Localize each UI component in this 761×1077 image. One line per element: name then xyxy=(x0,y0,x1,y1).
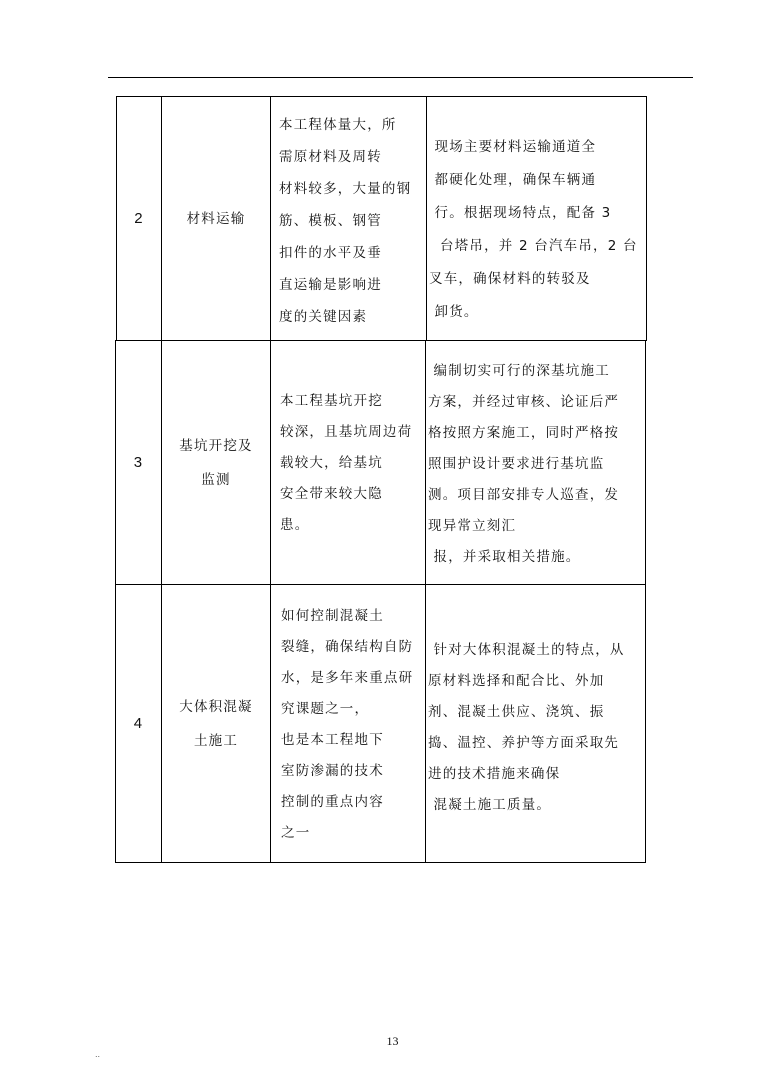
cell-text-line: 台塔吊，并 2 台汽车吊，2 台 xyxy=(429,238,638,254)
table-row xyxy=(116,96,647,341)
cell-text-line: 混凝土施工质量。 xyxy=(428,797,552,813)
cell-text-line: 较深，且基坑周边荷 xyxy=(280,424,413,440)
cell-text-line: 都硬化处理，确保车辆通 xyxy=(429,172,597,188)
difficulty-cell xyxy=(270,97,426,340)
cell-text-line: 水，是多年来重点研 xyxy=(281,670,414,686)
cell-text-line: 扣件的水平及垂 xyxy=(279,245,382,261)
cell-text-line: 叉车，确保材料的转驳及 xyxy=(429,271,591,287)
item-cell xyxy=(161,97,270,340)
cell-text-line: 直运输是影响进 xyxy=(279,277,382,293)
difficulty-cell xyxy=(270,341,425,584)
cell-text-line: 控制的重点内容 xyxy=(281,794,384,810)
measures-cell xyxy=(425,341,645,584)
row-number xyxy=(116,341,161,584)
item-cell xyxy=(161,341,270,584)
cell-text-line: 现场主要材料运输通道全 xyxy=(429,139,597,155)
cell-text-line: 基坑开挖及 xyxy=(179,437,253,454)
cell-text-line: 载较大，给基坑 xyxy=(280,455,383,471)
cell-text-line: 现异常立刻汇 xyxy=(428,518,517,534)
cell-text-line: 本工程体量大，所 xyxy=(279,117,397,133)
measures-cell xyxy=(426,97,646,340)
cell-text-line: 针对大体积混凝土的特点，从 xyxy=(428,642,625,658)
cell-text-line: 裂缝，确保结构自防 xyxy=(281,639,414,655)
cell-text-line: 编制切实可行的深基坑施工 xyxy=(428,363,610,379)
table-row xyxy=(115,584,646,863)
row-number-text: 3 xyxy=(133,454,144,471)
difficulty-cell xyxy=(270,585,425,862)
row-number-text: 2 xyxy=(134,210,144,227)
cell-text-line: 照围护设计要求进行基坑监 xyxy=(428,456,605,472)
cell-text-line: 剂、混凝土供应、浇筑、振 xyxy=(428,704,605,720)
cell-text-line: 度的关键因素 xyxy=(279,309,368,325)
cell-text-line: 大体积混凝 xyxy=(179,698,253,715)
cell-text-line: 也是本工程地下 xyxy=(281,732,384,748)
cell-text-line: 本工程基坑开挖 xyxy=(280,393,383,409)
page-number: 13 xyxy=(386,1034,399,1048)
cell-text-line: 之一 xyxy=(281,825,311,841)
cell-text-line: 究课题之一， xyxy=(281,701,370,717)
cell-text-line: 监测 xyxy=(201,471,231,488)
row-number xyxy=(117,97,161,340)
cell-text-line: 材料较多，大量的钢 xyxy=(279,181,412,197)
cell-text-line: 室防渗漏的技术 xyxy=(281,763,384,779)
cell-text-line: 筋、模板、钢管 xyxy=(279,213,382,229)
row-number xyxy=(116,585,161,862)
cell-text-line: 安全带来较大隐 xyxy=(280,486,383,502)
cell-text-line: 需原材料及周转 xyxy=(279,149,382,165)
cell-text-line: 土施工 xyxy=(193,732,239,749)
header-rule xyxy=(108,77,693,78)
cell-text-line: 方案，并经过审核、论证后严 xyxy=(428,394,620,410)
footer-mark: .. xyxy=(95,1050,101,1059)
item-cell xyxy=(161,585,270,862)
cell-text-line: 报，并采取相关措施。 xyxy=(428,549,581,565)
cell-text-line: 材料运输 xyxy=(186,210,246,227)
cell-text-line: 卸货。 xyxy=(429,304,479,320)
cell-text-line: 测。项目部安排专人巡查，发 xyxy=(428,487,620,503)
cell-text-line: 进的技术措施来确保 xyxy=(428,766,561,782)
row-number-text: 4 xyxy=(133,715,144,732)
cell-text-line: 格按照方案施工，同时严格按 xyxy=(428,425,620,441)
cell-text-line: 如何控制混凝土 xyxy=(281,608,384,624)
cell-text-line: 捣、温控、养护等方面采取先 xyxy=(428,735,620,751)
cell-text-line: 行。根据现场特点，配备 3 xyxy=(429,205,612,221)
cell-text-line: 原材料选择和配合比、外加 xyxy=(428,673,605,689)
measures-cell xyxy=(425,585,645,862)
table-row xyxy=(115,340,646,585)
cell-text-line: 患。 xyxy=(280,517,310,533)
